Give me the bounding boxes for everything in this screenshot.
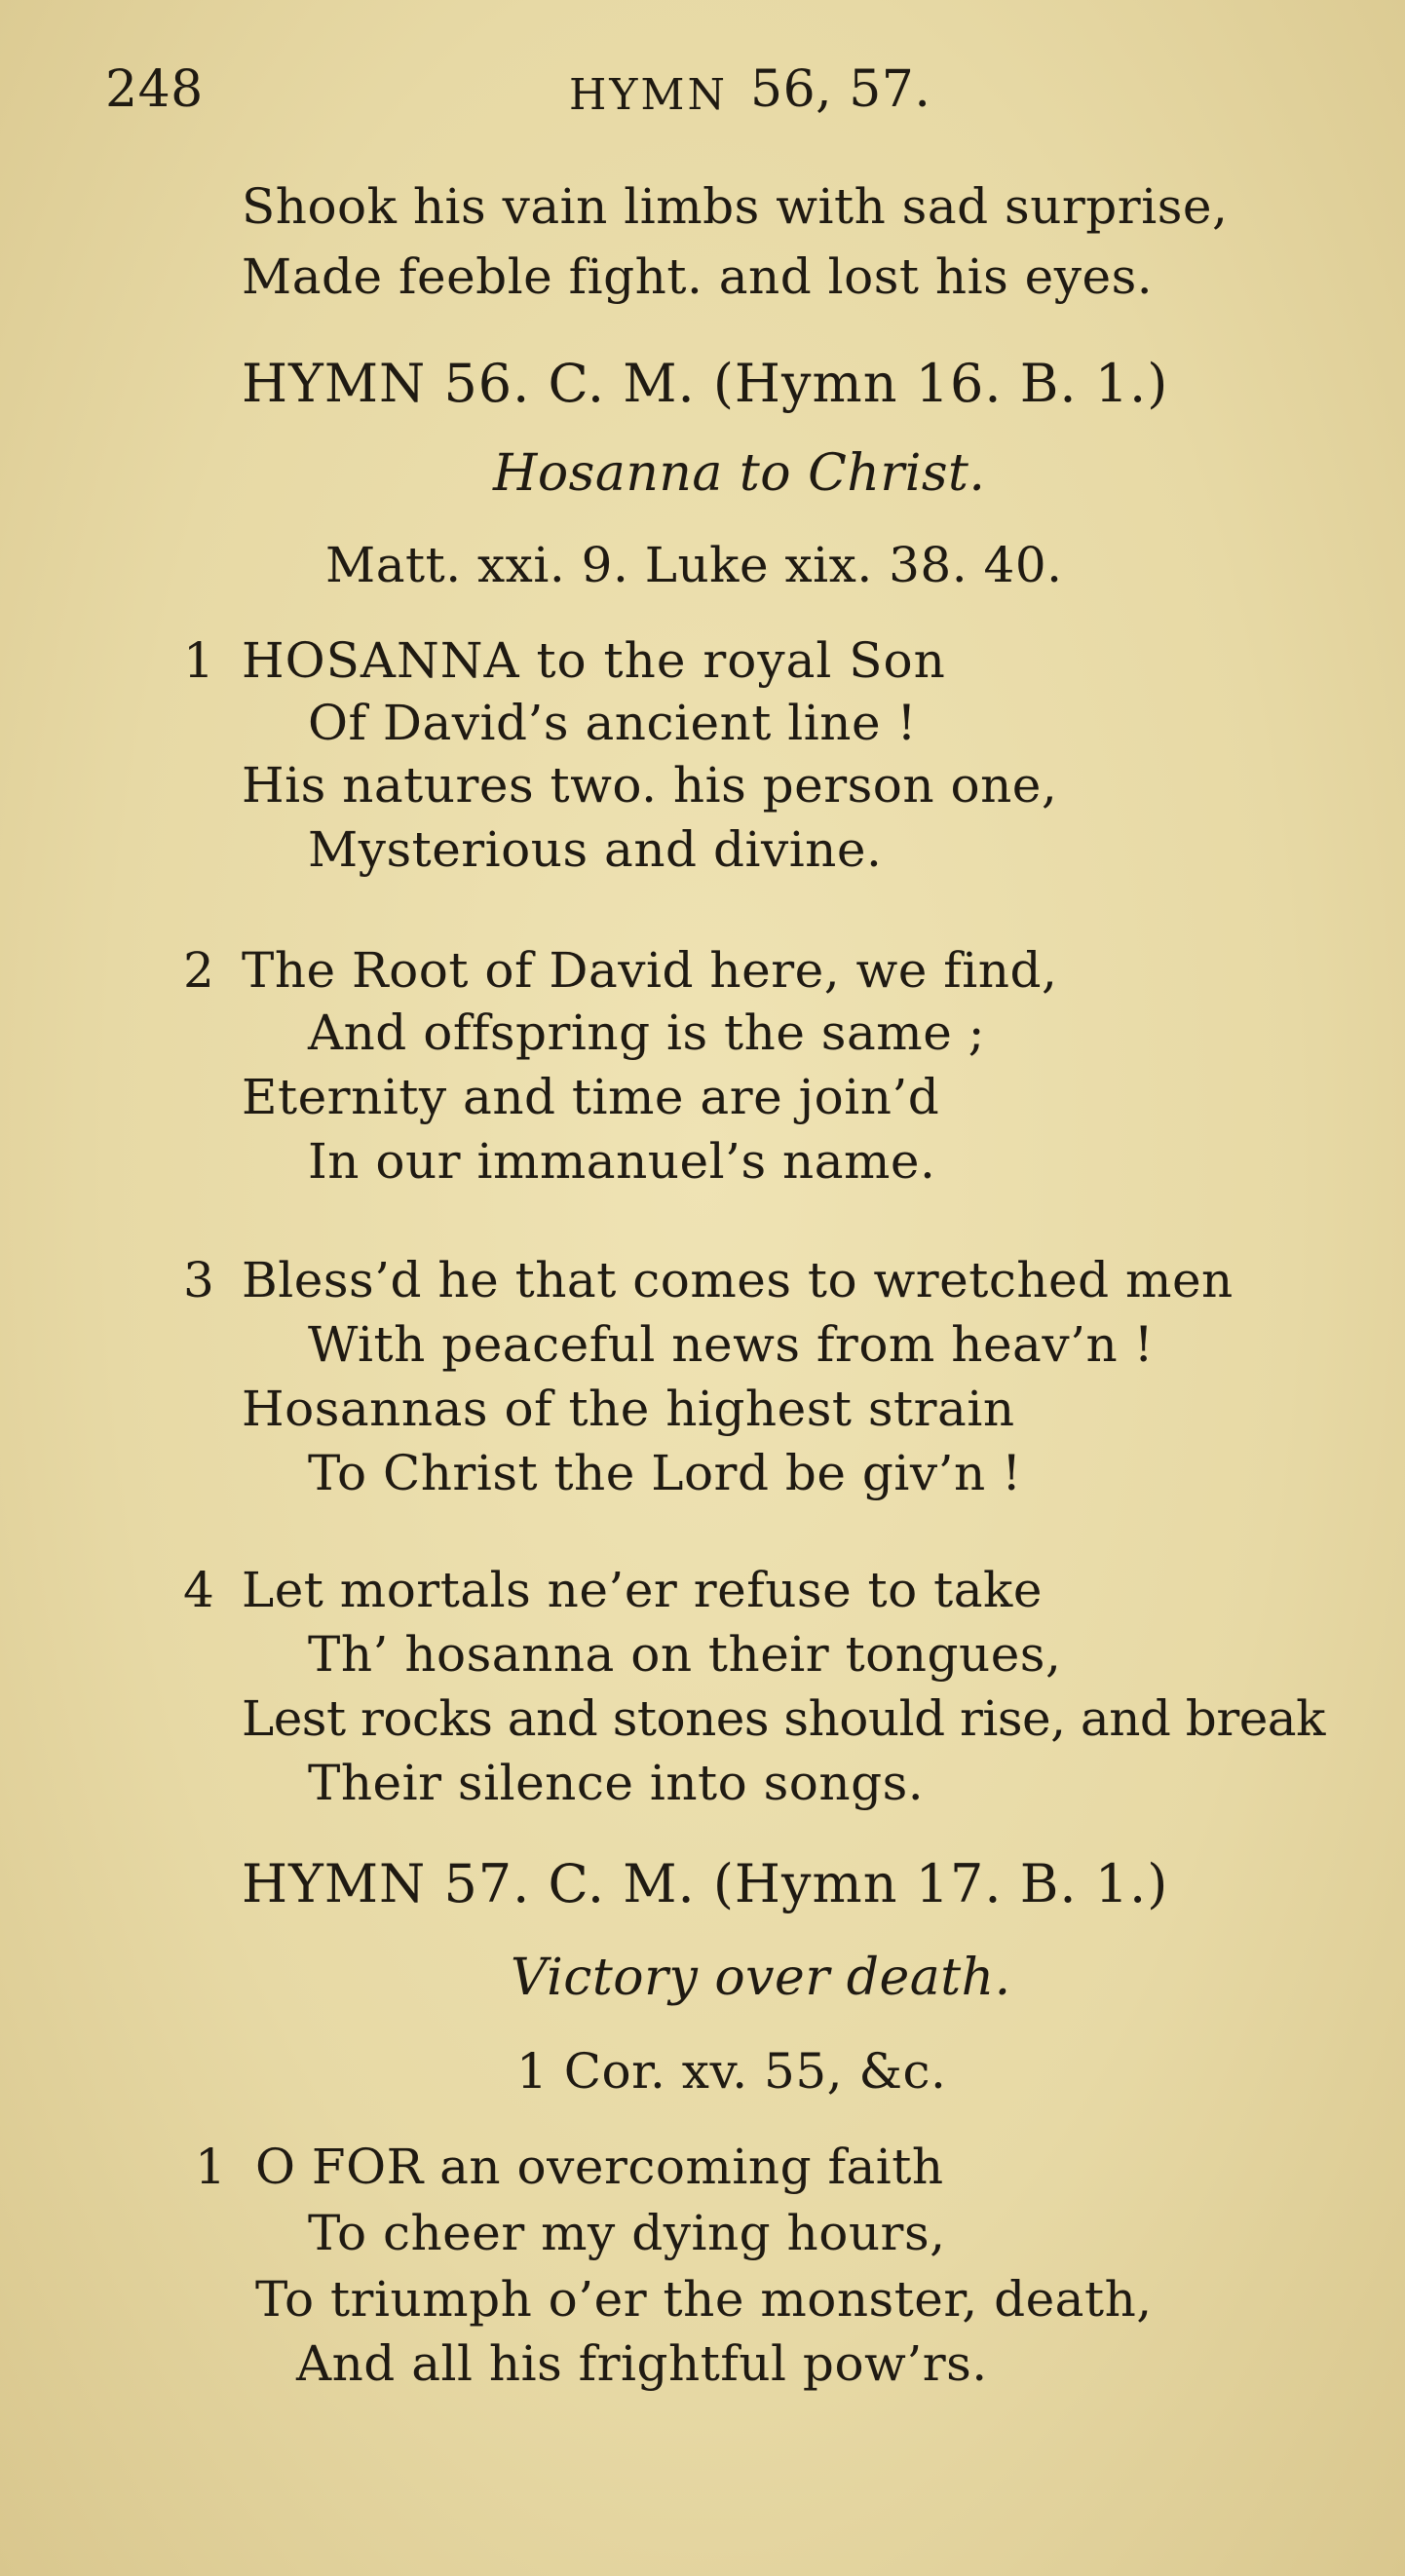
intro-line: Shook his vain limbs with sad surprise, xyxy=(242,178,1229,235)
stanza-number: 2 xyxy=(183,942,215,999)
verse-line: O FOR an overcoming faith xyxy=(255,2139,944,2195)
stanza-number: 3 xyxy=(183,1252,215,1308)
verse-line: His natures two. his person one, xyxy=(242,757,1058,814)
verse-line: To triumph o’er the monster, death, xyxy=(255,2271,1153,2328)
verse-line: Bless’d he that comes to wretched men xyxy=(242,1252,1234,1308)
stanza-number: 1 xyxy=(183,632,215,689)
verse-line: And all his frightful pow’rs. xyxy=(296,2335,988,2392)
verse-line: In our immanuel’s name. xyxy=(308,1133,936,1190)
verse-line: Hosannas of the highest strain xyxy=(242,1381,1015,1437)
running-title: HYMN xyxy=(569,70,728,120)
verse-line: Mysterious and divine. xyxy=(308,821,883,878)
hymn-57-subtitle: Victory over death. xyxy=(511,1949,1011,2007)
verse-line: HOSANNA to the royal Son xyxy=(242,632,946,689)
hymn-57-reference: 1 Cor. xv. 55, &c. xyxy=(516,2043,947,2100)
stanza-number: 1 xyxy=(195,2139,227,2195)
verse-line: Th’ hosanna on their tongues, xyxy=(308,1626,1062,1683)
hymn-56-subtitle: Hosanna to Christ. xyxy=(493,444,986,503)
intro-line: Made feeble fight. and lost his eyes. xyxy=(242,248,1154,305)
verse-line: Lest rocks and stones should rise, and break xyxy=(242,1690,1325,1747)
page-number: 248 xyxy=(105,60,204,119)
hymn-57-title: HYMN 57. C. M. (Hymn 17. B. 1.) xyxy=(242,1853,1169,1914)
running-numbers: 56, 57. xyxy=(750,60,931,119)
hymn-56-reference: Matt. xxi. 9. Luke xix. 38. 40. xyxy=(325,537,1063,593)
verse-line: And offspring is the same ; xyxy=(308,1004,986,1061)
verse-line: Of David’s ancient line ! xyxy=(308,695,918,751)
verse-line: The Root of David here, we find, xyxy=(242,942,1058,999)
stanza-number: 4 xyxy=(183,1562,215,1618)
verse-line: To Christ the Lord be giv’n ! xyxy=(308,1445,1022,1501)
verse-line: With peaceful news from heav’n ! xyxy=(308,1316,1155,1373)
verse-line: Let mortals ne’er refuse to take xyxy=(242,1562,1043,1618)
verse-line: Eternity and time are join’d xyxy=(242,1069,940,1125)
verse-line: Their silence into songs. xyxy=(308,1755,925,1811)
verse-line: To cheer my dying hours, xyxy=(308,2205,946,2261)
hymn-56-title: HYMN 56. C. M. (Hymn 16. B. 1.) xyxy=(242,353,1169,414)
